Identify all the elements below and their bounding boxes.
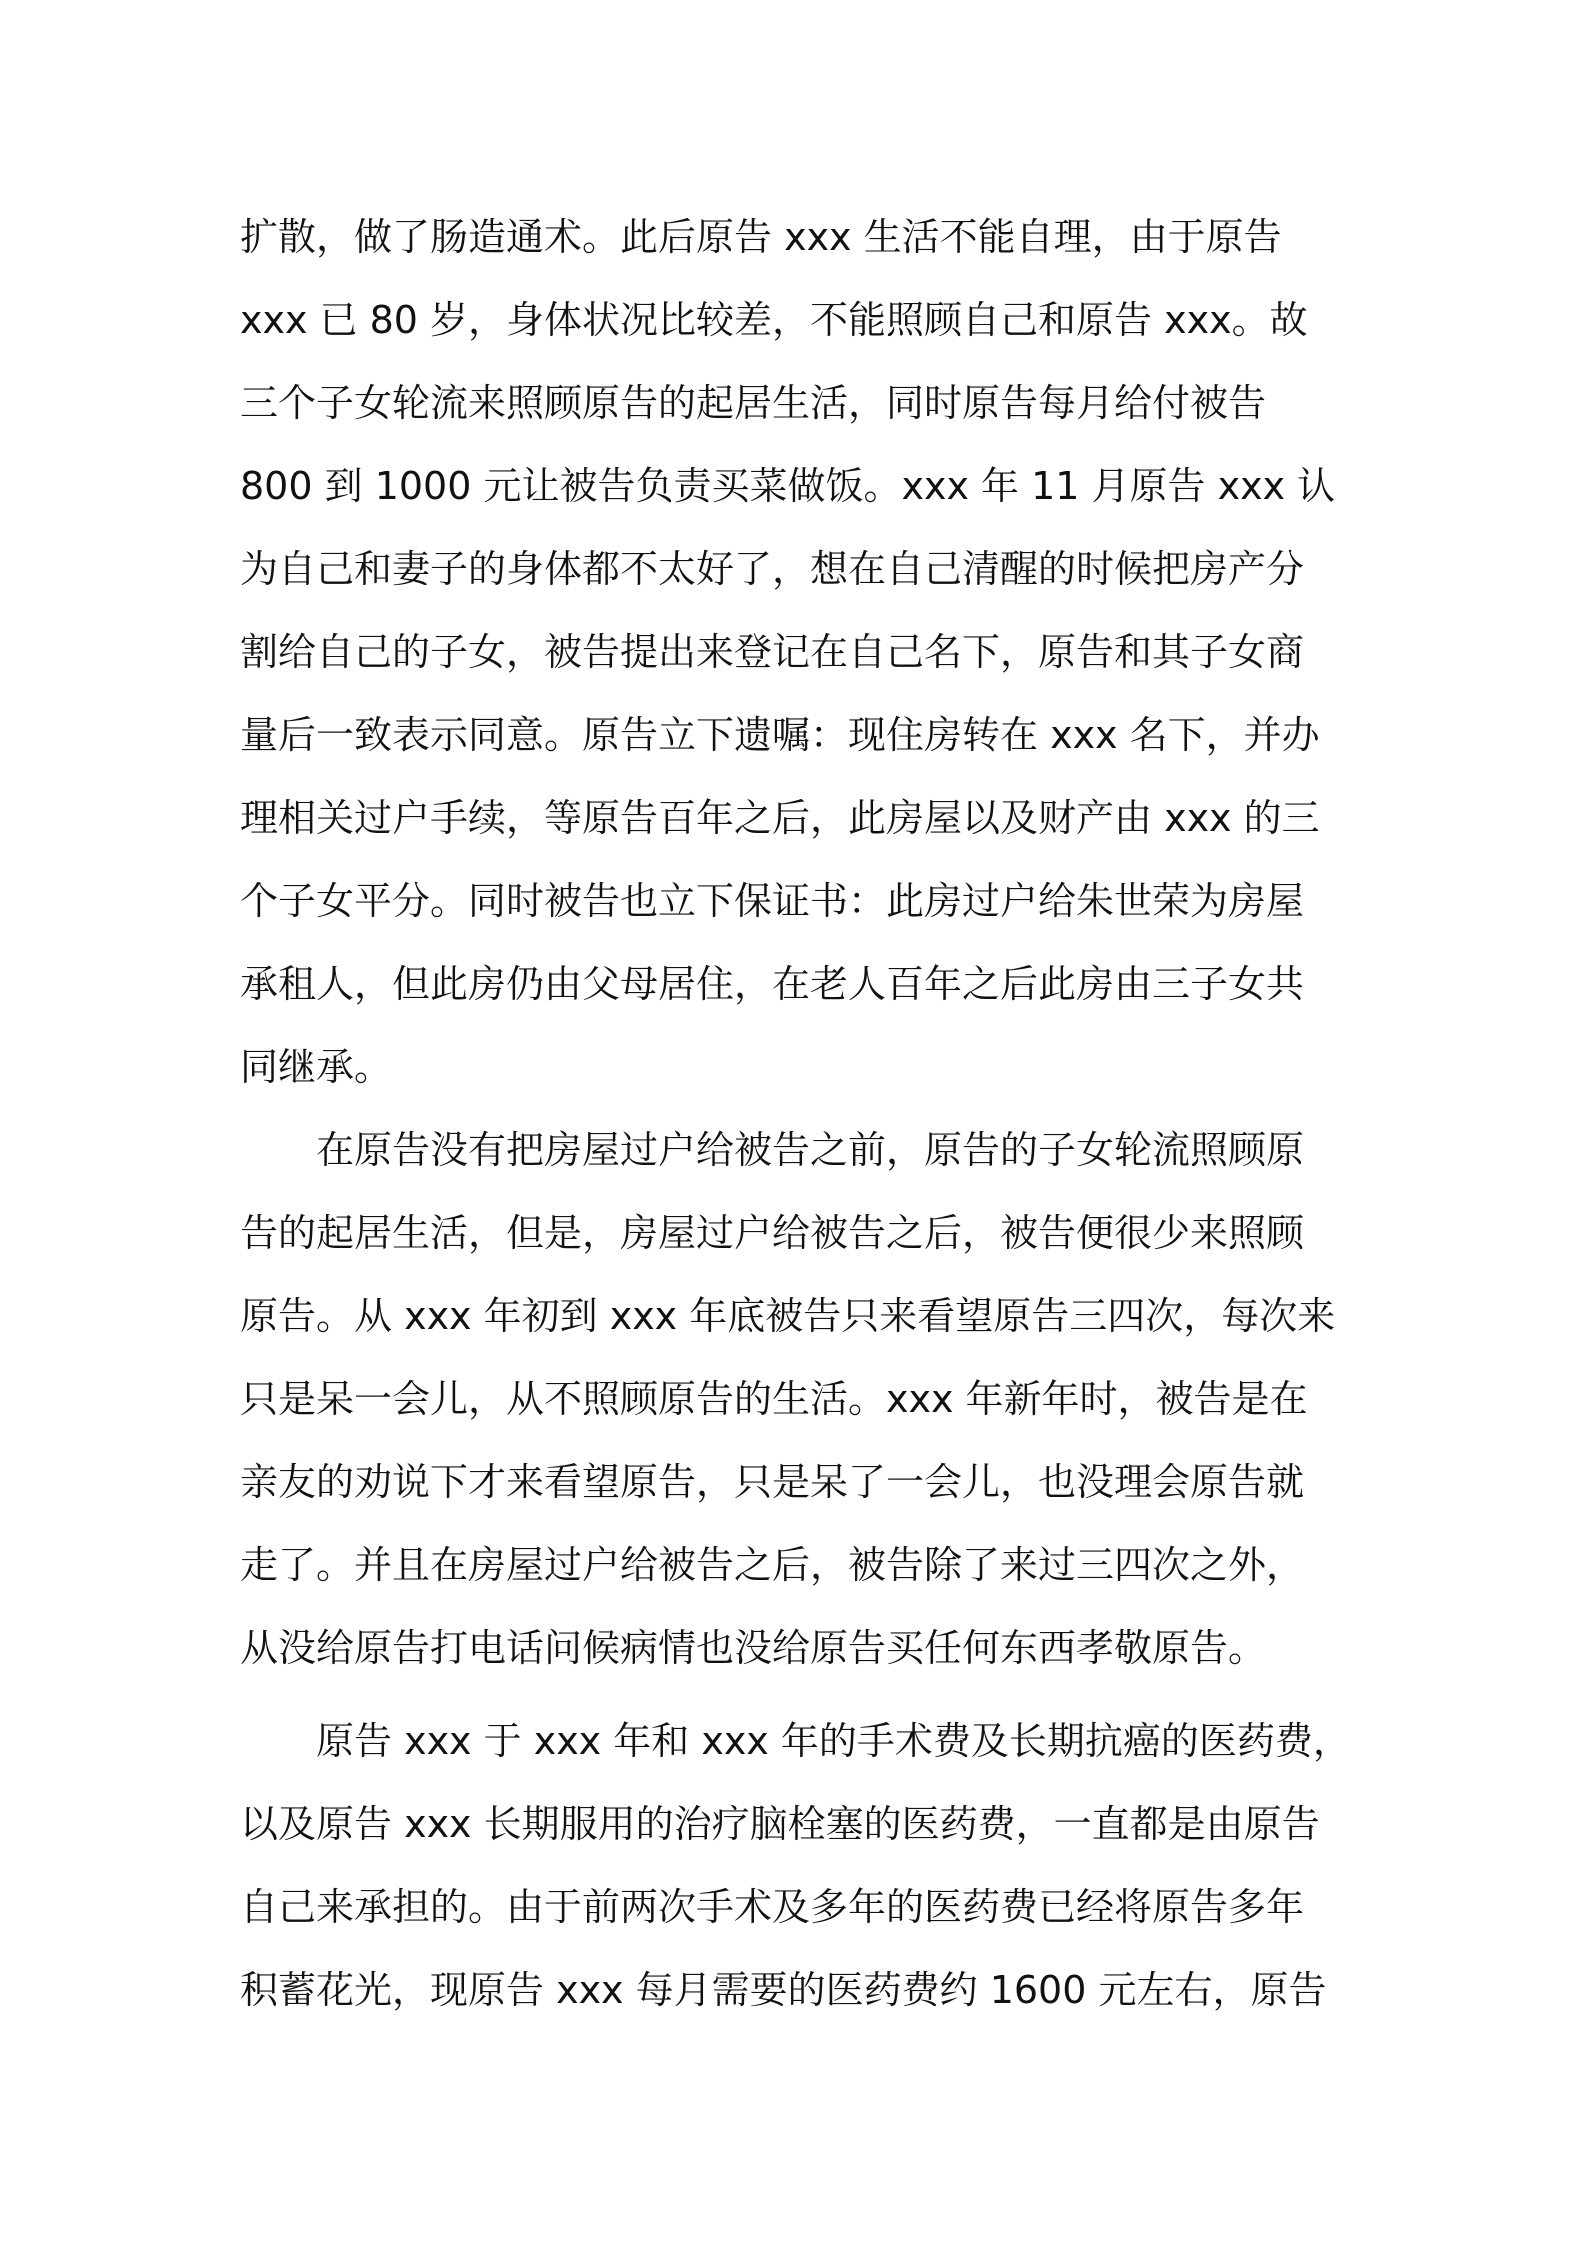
text-line: xxx 已 80 岁，身体状况比较差，不能照顾自己和原告 xxx。故	[240, 298, 1308, 342]
text-line: 从没给原告打电话问候病情也没给原告买任何东西孝敬原告。	[240, 1626, 1267, 1670]
text-line: 告的起居生活，但是，房屋过户给被告之后，被告便很少来照顾	[240, 1211, 1305, 1255]
text-line-first-indented: 在原告没有把房屋过户给被告之前，原告的子女轮流照顾原	[316, 1128, 1305, 1172]
text-line: 量后一致表示同意。原告立下遗嘱：现住房转在 xxx 名下，并办	[240, 713, 1320, 757]
text-line: 割给自己的子女，被告提出来登记在自己名下，原告和其子女商	[240, 630, 1305, 674]
text-line: 积蓄花光，现原告 xxx 每月需要的医药费约 1600 元左右，原告	[240, 1968, 1327, 2012]
paragraph-1	[240, 196, 1360, 1109]
paragraph-2	[240, 1109, 1360, 1690]
text-line: 走了。并且在房屋过户给被告之后，被告除了来过三四次之外，	[240, 1543, 1305, 1587]
text-line: 三个子女轮流来照顾原告的起居生活，同时原告每月给付被告	[240, 381, 1267, 425]
text-line: 个子女平分。同时被告也立下保证书：此房过户给朱世荣为房屋	[240, 879, 1305, 923]
document-body	[240, 196, 1360, 2032]
text-line: 800 到 1000 元让被告负责买菜做饭。xxx 年 11 月原告 xxx 认	[240, 464, 1336, 508]
text-line: 原告。从 xxx 年初到 xxx 年底被告只来看望原告三四次，每次来	[240, 1294, 1336, 1338]
text-line: 亲友的劝说下才来看望原告，只是呆了一会儿，也没理会原告就	[240, 1460, 1305, 1504]
text-line: 扩散，做了肠造通术。此后原告 xxx 生活不能自理，由于原告	[240, 215, 1282, 259]
text-line: 同继承。	[240, 1045, 393, 1089]
text-line: 理相关过户手续，等原告百年之后，此房屋以及财产由 xxx 的三	[240, 796, 1320, 840]
text-line: 自己来承担的。由于前两次手术及多年的医药费已经将原告多年	[240, 1885, 1305, 1929]
text-line: 只是呆一会儿，从不照顾原告的生活。xxx 年新年时，被告是在	[240, 1377, 1308, 1421]
text-line: 承租人，但此房仍由父母居住，在老人百年之后此房由三子女共	[240, 962, 1305, 1006]
text-line-first-indented: 原告 xxx 于 xxx 年和 xxx 年的手术费及长期抗癌的医药费，	[316, 1719, 1351, 1763]
text-line: 以及原告 xxx 长期服用的治疗脑栓塞的医药费，一直都是由原告	[240, 1802, 1320, 1846]
text-line: 为自己和妻子的身体都不太好了，想在自己清醒的时候把房产分	[240, 547, 1305, 591]
paragraph-3	[240, 1700, 1360, 2032]
